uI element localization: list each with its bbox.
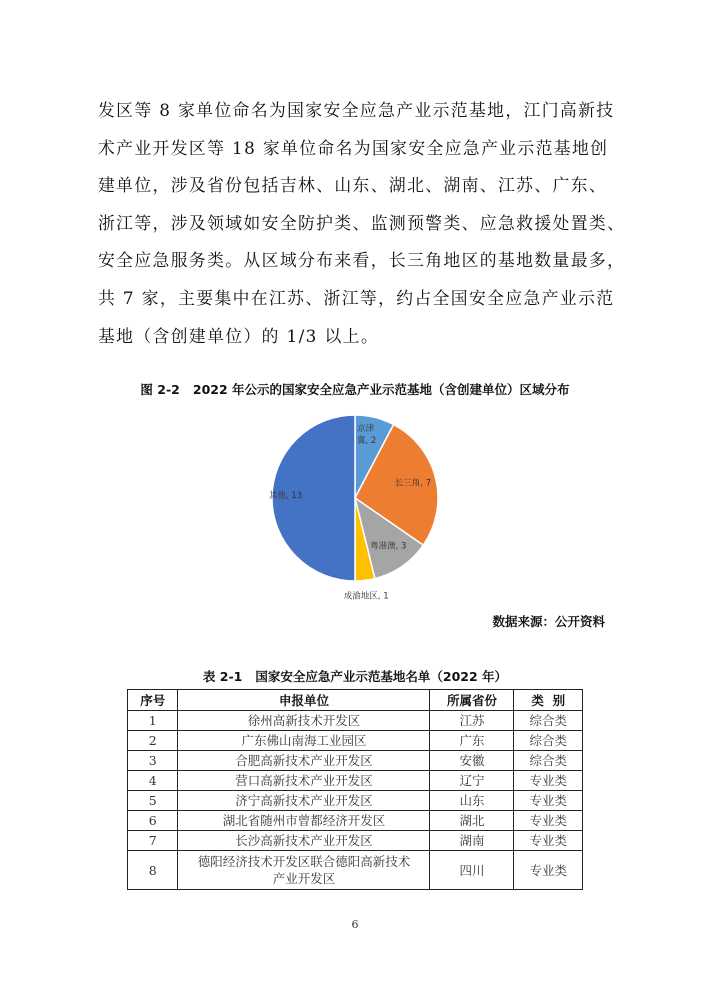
table-row xyxy=(128,731,583,751)
cell-unit: 湖北省随州市曾都经济开发区 xyxy=(178,811,430,831)
cell-province: 四川 xyxy=(430,851,514,890)
cell-unit: 合肥高新技术产业开发区 xyxy=(178,751,430,771)
page-number: 6 xyxy=(351,918,359,931)
cell-index: 4 xyxy=(128,771,178,791)
body-line: 安全应急服务类。从区域分布来看，长三角地区的基地数量最多， xyxy=(98,250,626,271)
body-line: 术产业开发区等 18 家单位命名为国家安全应急产业示范基地创 xyxy=(98,137,609,158)
body-paragraph xyxy=(98,92,626,355)
table-row xyxy=(128,751,583,771)
cell-province: 安徽 xyxy=(430,751,514,771)
cell-unit: 德阳经济技术开发区联合德阳高新技术产业开发区 xyxy=(178,851,430,890)
body-line: 浙江等，涉及领域如安全防护类、监测预警类、应急救援处置类、 xyxy=(98,212,626,233)
cell-unit: 广东佛山南海工业园区 xyxy=(178,731,430,751)
cell-unit: 营口高新技术产业开发区 xyxy=(178,771,430,791)
cell-category: 专业类 xyxy=(514,811,583,831)
body-line: 建单位，涉及省份包括吉林、山东、湖北、湖南、江苏、广东、 xyxy=(98,175,608,196)
cell-index: 3 xyxy=(128,751,178,771)
cell-category: 综合类 xyxy=(514,751,583,771)
cell-category: 专业类 xyxy=(514,831,583,851)
header-index: 序号 xyxy=(128,690,178,711)
cell-index: 7 xyxy=(128,831,178,851)
cell-province: 广东 xyxy=(430,731,514,751)
cell-index: 1 xyxy=(128,711,178,731)
header-unit: 申报单位 xyxy=(178,690,430,711)
cell-province: 湖北 xyxy=(430,811,514,831)
header-category: 类 别 xyxy=(514,690,583,711)
cell-unit: 济宁高新技术产业开发区 xyxy=(178,791,430,811)
cell-category: 综合类 xyxy=(514,711,583,731)
cell-index: 2 xyxy=(128,731,178,751)
cell-province: 辽宁 xyxy=(430,771,514,791)
header-province: 所属省份 xyxy=(430,690,514,711)
cell-index: 5 xyxy=(128,791,178,811)
table-row xyxy=(128,831,583,851)
cell-province: 湖南 xyxy=(430,831,514,851)
table-row xyxy=(128,811,583,831)
pie-label-京津冀: 京津冀, 2 xyxy=(357,424,377,446)
cell-unit: 长沙高新技术产业开发区 xyxy=(178,831,430,851)
base-list-table xyxy=(127,689,583,890)
cell-category: 综合类 xyxy=(514,731,583,751)
cell-category: 专业类 xyxy=(514,771,583,791)
cell-index: 6 xyxy=(128,811,178,831)
table-header-row xyxy=(128,690,583,711)
table-row xyxy=(128,711,583,731)
pie-label-粤港澳: 粤港澳, 3 xyxy=(370,541,407,552)
pie-label-其他: 其他, 13 xyxy=(268,491,303,501)
figure-title: 图 2-2 2022 年公示的国家安全应急产业示范基地（含创建单位）区域分布 xyxy=(140,382,570,397)
cell-category: 专业类 xyxy=(514,791,583,811)
cell-unit: 徐州高新技术开发区 xyxy=(178,711,430,731)
body-line: 发区等 8 家单位命名为国家安全应急产业示范基地，江门高新技 xyxy=(98,100,615,120)
pie-label-长三角: 长三角, 7 xyxy=(394,478,432,489)
pie-chart xyxy=(255,405,455,605)
cell-index: 8 xyxy=(128,851,178,890)
cell-province: 山东 xyxy=(430,791,514,811)
body-line: 基地（含创建单位）的 1/3 以上。 xyxy=(98,325,380,346)
cell-category: 专业类 xyxy=(514,851,583,890)
cell-province: 江苏 xyxy=(430,711,514,731)
data-source: 数据来源：公开资料 xyxy=(492,614,605,629)
pie-chart-svg xyxy=(255,405,455,605)
body-line: 共 7 家，主要集中在江苏、浙江等，约占全国安全应急产业示范 xyxy=(98,287,615,308)
table-row xyxy=(128,851,583,890)
table-row xyxy=(128,771,583,791)
table-row xyxy=(128,791,583,811)
pie-label-成渝地区: 成渝地区, 1 xyxy=(343,591,389,602)
table-title: 表 2-1 国家安全应急产业示范基地名单（2022 年） xyxy=(202,669,508,684)
